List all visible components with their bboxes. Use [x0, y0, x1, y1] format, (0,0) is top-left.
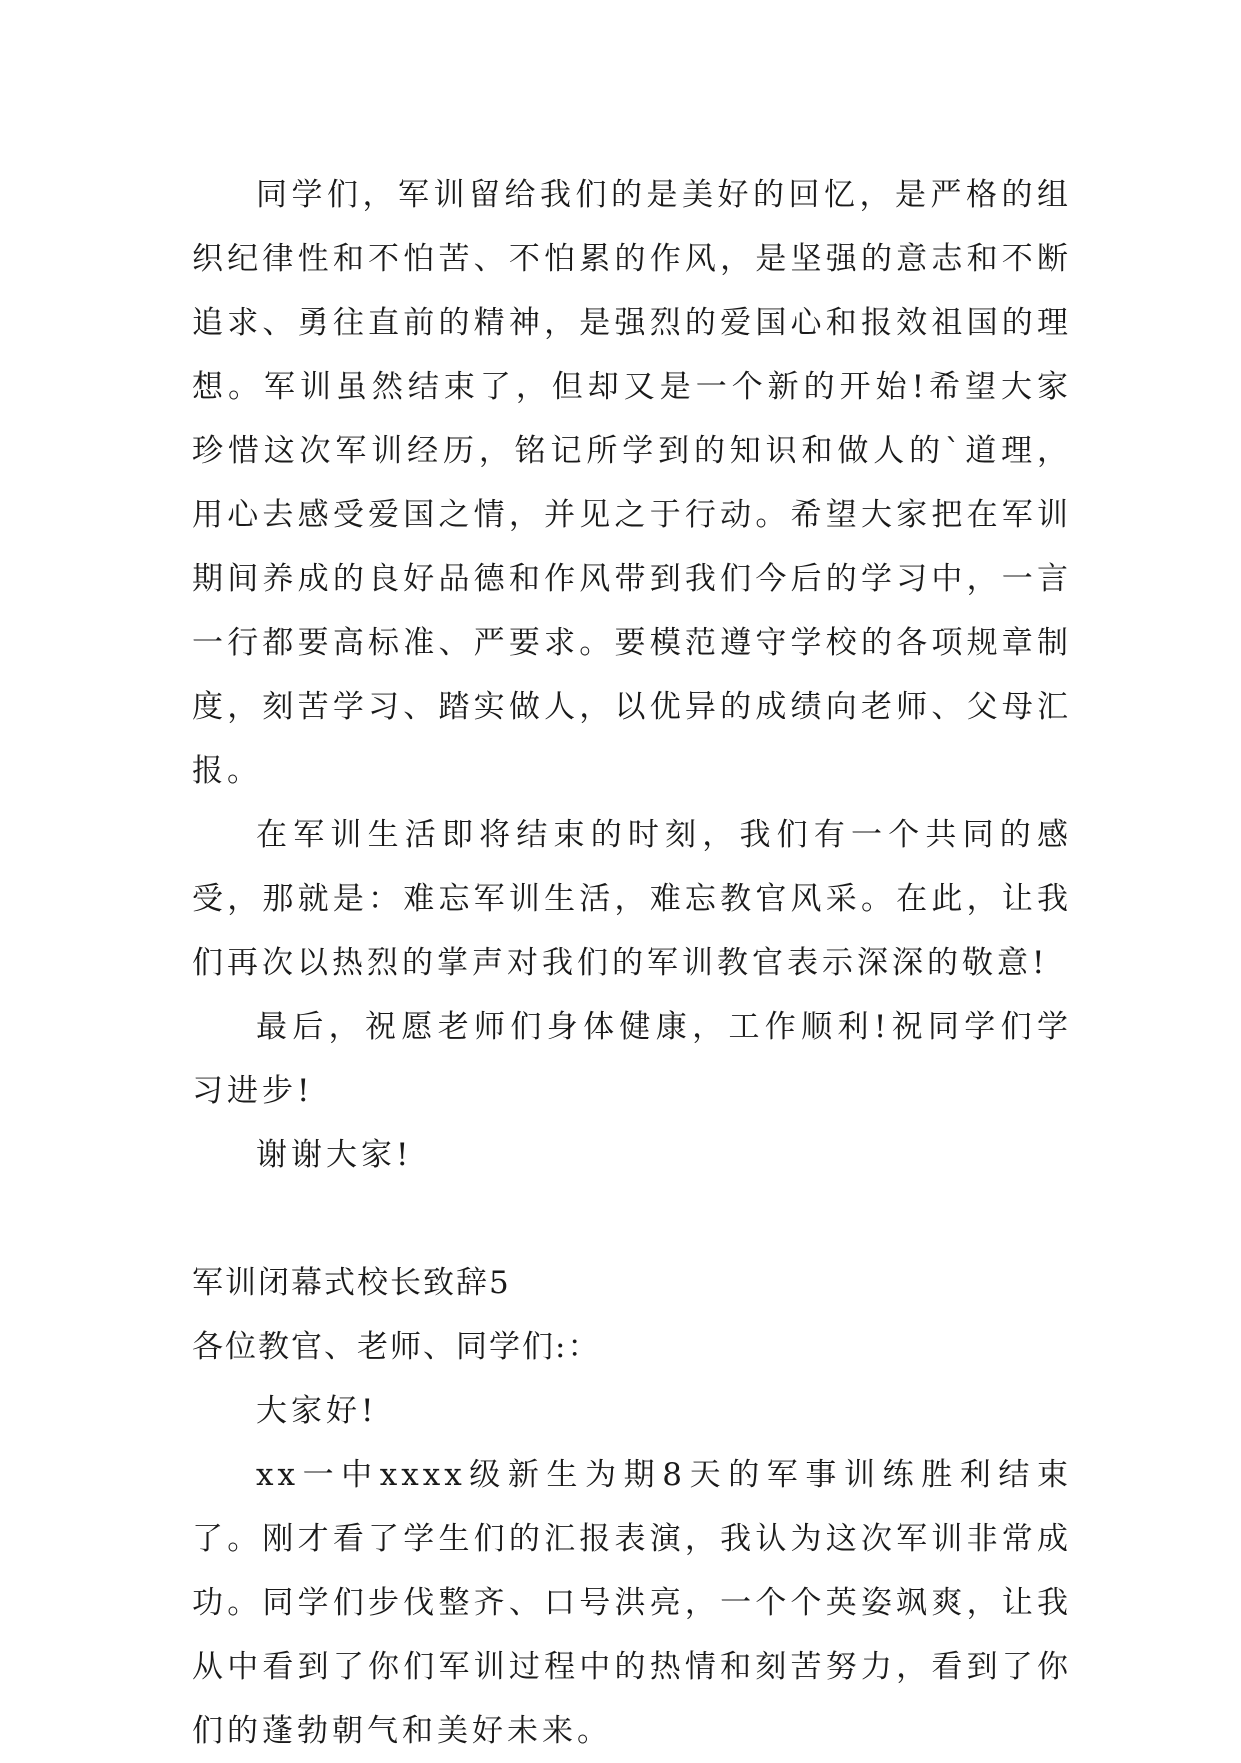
section-title: 军训闭幕式校长致辞5	[192, 1265, 511, 1301]
paragraph-3: 最后，祝愿老师们身体健康，工作顺利!祝同学们学习进步!	[192, 1009, 1072, 1109]
paragraph-4: 谢谢大家!	[256, 1137, 413, 1173]
paragraph-5: 大家好!	[256, 1393, 378, 1429]
document-page	[192, 163, 1072, 1763]
salutation: 各位教官、老师、同学们:：	[192, 1329, 601, 1365]
paragraph-6: xx一中xxxx级新生为期8天的军事训练胜利结束了。刚才看了学生们的汇报表演，我认为这次军训非常成功。同学们步伐整齐、口号洪亮，一个个英姿飒爽，让我从中看到了你们军训过程中的热情和刻苦努力，看到了你们的蓬勃朝气和美好未来。	[192, 1457, 1072, 1749]
paragraph-2: 在军训生活即将结束的时刻，我们有一个共同的感受，那就是：难忘军训生活，难忘教官风采。在此，让我们再次以热烈的掌声对我们的军训教官表示深深的敬意!	[192, 817, 1072, 981]
paragraph-1: 同学们，军训留给我们的是美好的回忆，是严格的组织纪律性和不怕苦、不怕累的作风，是坚强的意志和不断追求、勇往直前的精神，是强烈的爱国心和报效祖国的理想。军训虽然结束了，但却又是一个新的开始!希望大家珍惜这次军训经历，铭记所学到的知识和做人的`道理，用心去感受爱国之情，并见之于行动。希望大家把在军训期间养成的良好品德和作风带到我们今后的学习中，一言一行都要高标准、严要求。要模范遵守学校的各项规章制度，刻苦学习、踏实做人，以优异的成绩向老师、父母汇报。	[192, 177, 1072, 789]
section-spacer	[192, 1187, 1072, 1251]
